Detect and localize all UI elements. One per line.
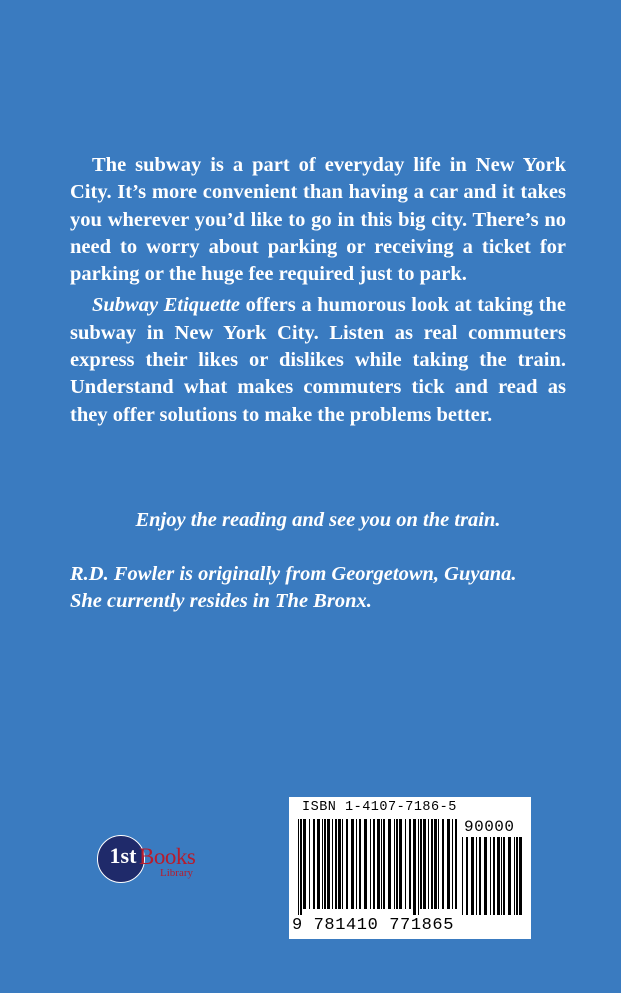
barcode-bar (405, 819, 406, 909)
barcode-bar (300, 819, 302, 915)
barcode-bar (370, 819, 371, 909)
barcode-bar (383, 819, 385, 909)
barcode-bar (452, 819, 453, 909)
barcode-bar (447, 819, 450, 909)
book-title-italic: Subway Etiquette (92, 294, 240, 317)
barcode-bar (493, 837, 495, 915)
barcode-bar (438, 819, 439, 909)
barcode-bar (476, 837, 477, 915)
barcode-bar (514, 837, 515, 915)
barcode-bar (490, 837, 491, 915)
barcode-bar (420, 819, 422, 909)
barcode-bar (373, 819, 375, 909)
barcode-bar (396, 819, 398, 909)
barcode-bar (335, 819, 337, 909)
barcode-bar (503, 837, 505, 915)
barcode-bar (313, 819, 315, 909)
publisher-logo-word: Books (139, 844, 196, 869)
blurb-paragraph-1: The subway is a part of everyday life in New York City. It’s more convenient than having a car and it takes you wherever you’d like to go in this big city. There’s no need to worry about parking or receiving a ticket for parking or the huge fee required just to park. (70, 154, 566, 286)
barcode-bar (364, 819, 367, 909)
barcode-bar (381, 819, 382, 909)
publisher-logo-sub: Library (160, 867, 193, 879)
author-bio-line-1: R.D. Fowler is originally from Georgetown, Guyana. (70, 563, 517, 585)
barcode-bar (399, 819, 402, 909)
barcode-bar (351, 819, 354, 909)
blurb-paragraph-2-text: offers a humorous look at taking the subway in New York City. Listen as real commuters express their likes or dislikes while taking the train. Understand what makes commuters tick and read as they offer solutions to make the problems better. (70, 294, 566, 426)
barcode-bar (346, 819, 348, 909)
price-code-label: 90000 (464, 818, 515, 836)
ean-number: 9 781410 771865 (292, 916, 455, 935)
barcode-bar (479, 837, 481, 915)
barcode-bar (356, 819, 357, 909)
barcode-bar (466, 837, 468, 915)
barcode-bar (388, 819, 391, 909)
addon-barcode-bars (462, 837, 522, 917)
barcode-bar (309, 819, 310, 909)
blurb-paragraph-2 (70, 292, 566, 428)
barcode-bar (409, 819, 411, 909)
isbn-barcode (289, 797, 531, 939)
barcode-bar (423, 819, 426, 909)
barcode-bar (327, 819, 330, 909)
publisher-logo-number: 1st (109, 843, 137, 868)
ean-barcode-bars (298, 819, 458, 917)
barcode-bar (516, 837, 518, 915)
barcode-bar (322, 819, 323, 909)
barcode-bar (442, 819, 444, 909)
barcode-bar (324, 819, 326, 909)
barcode-bar (501, 837, 502, 915)
author-bio (70, 561, 570, 615)
barcode-bar (434, 819, 437, 909)
barcode-bar (484, 837, 487, 915)
tagline: Enjoy the reading and see you on the train. (135, 509, 501, 531)
barcode-bar (317, 819, 320, 909)
barcode-bar (471, 837, 474, 915)
barcode-bar (298, 819, 299, 915)
back-cover-blurb (70, 152, 566, 429)
author-bio-line-2: She currently resides in The Bronx. (70, 590, 372, 612)
barcode-bar (359, 819, 361, 909)
barcode-bar (519, 837, 522, 915)
barcode-bar (342, 819, 343, 909)
barcode-bar (332, 819, 333, 909)
barcode-bar (455, 819, 457, 909)
barcode-bar (462, 837, 463, 915)
barcode-bar (394, 819, 395, 909)
barcode-bar (508, 837, 511, 915)
barcode-bar (338, 819, 341, 909)
barcode-bar (303, 819, 306, 909)
barcode-bar (428, 819, 429, 909)
publisher-logo (97, 834, 212, 884)
isbn-label: ISBN 1-4107-7186-5 (302, 800, 457, 815)
barcode-bar (431, 819, 433, 909)
barcode-bar (497, 837, 500, 915)
barcode-bar (418, 819, 419, 915)
barcode-bar (377, 819, 380, 909)
barcode-bar (413, 819, 416, 915)
